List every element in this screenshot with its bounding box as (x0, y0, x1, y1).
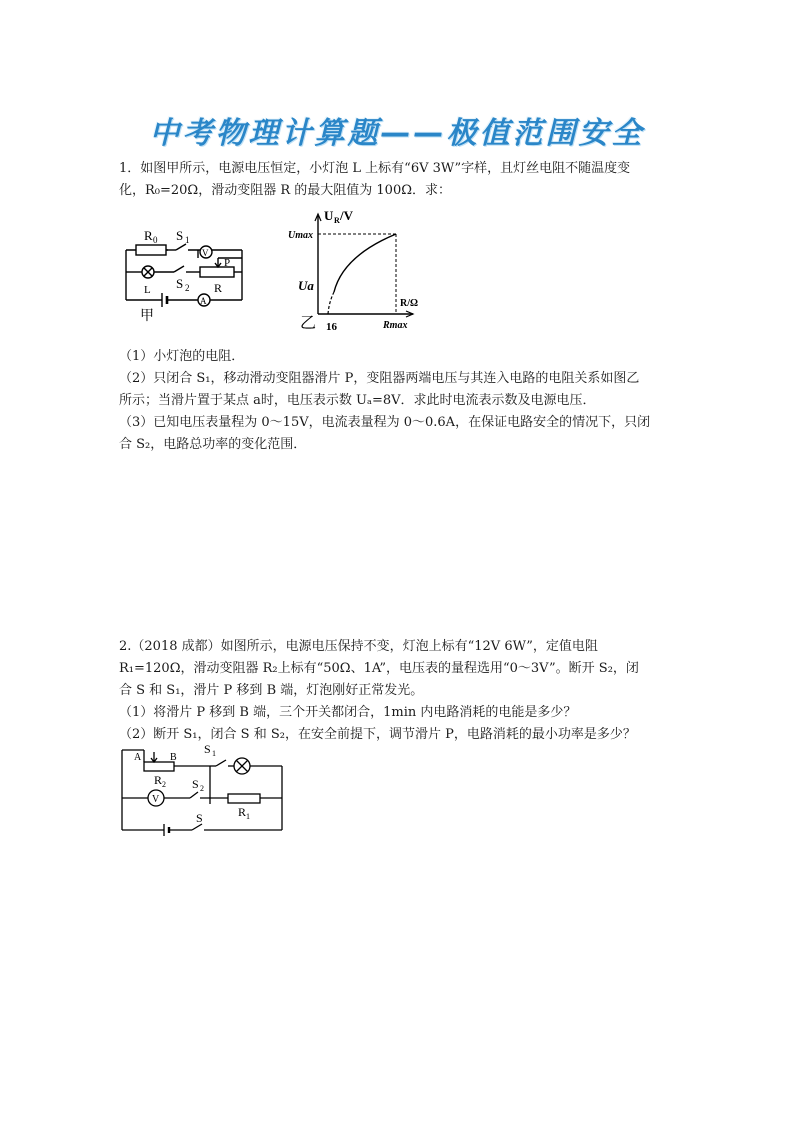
label-s: S (196, 811, 203, 825)
voltmeter-label: V (202, 248, 209, 258)
question-1-stem (119, 158, 679, 202)
text-line: 合 S₂，电路总功率的变化范围． (119, 437, 307, 452)
circuit-diagram-q2 (116, 742, 288, 838)
text-line: （1）将滑片 P 移到 B 端，三个开关都闭合，1min 内电路消耗的电能是多少？ (119, 705, 577, 720)
question-2-stem (119, 636, 679, 746)
y-axis-label: U (324, 208, 334, 223)
tick-umax: Umax (288, 230, 313, 241)
label-s1-sub: 1 (212, 749, 216, 758)
label-p: P (224, 257, 231, 269)
label-r: R (214, 281, 223, 295)
text-line: （1）小灯泡的电阻． (119, 349, 245, 364)
label-s2: S (176, 276, 184, 291)
label-l: L (144, 284, 151, 296)
label-s1: S (176, 228, 184, 243)
label-r1: R (238, 805, 247, 819)
text-line: （2）只闭合 S₁，移动滑动变阻器滑片 P，变阻器两端电压与其连入电路的电阻关系如图乙 (119, 371, 640, 386)
label-s2-sub: 2 (185, 283, 190, 293)
label-s2-sub: 2 (200, 784, 204, 793)
text-line: 化，R₀=20Ω，滑动变阻器 R 的最大阻值为 100Ω．求： (119, 183, 451, 198)
label-s1-sub: 1 (185, 235, 190, 245)
tick-rmax: Rmax (383, 320, 408, 331)
text-line: 合 S 和 S₁，滑片 P 移到 B 端，灯泡刚好正常发光。 (119, 683, 424, 698)
ammeter-label: A (200, 296, 207, 306)
label-s1: S (204, 742, 211, 756)
text-line: （3）已知电压表量程为 0～15V，电流表量程为 0～0.6A，在保证电路安全的情况下，只闭 (119, 415, 651, 430)
y-axis-label-sub: R (334, 216, 340, 225)
text-line: R₁=120Ω，滑动变阻器 R₂上标有“50Ω、1A”，电压表的量程选用“0～3V”。断开 S₂，闭 (119, 661, 639, 676)
label-r0-sub: 0 (153, 235, 158, 245)
label-r2: R (154, 773, 163, 787)
x-axis-label: R/Ω (400, 298, 419, 309)
label-s2: S (192, 777, 199, 791)
label-r2-sub: 2 (162, 780, 166, 789)
label-a: A (134, 752, 142, 763)
question-1-subquestions (119, 346, 679, 456)
figure-caption-jia: 甲 (140, 309, 154, 324)
label-r0: R (144, 228, 153, 243)
y-axis-unit: /V (340, 208, 353, 223)
text-line: （2）断开 S₁，闭合 S 和 S₂，在安全前提下，调节滑片 P，电路消耗的最小功率是多少？ (119, 727, 636, 742)
page-title: 中考物理计算题——极值范围安全 (149, 116, 645, 151)
tick-ua: Ua (298, 278, 314, 293)
circuit-diagram-jia (118, 222, 258, 324)
voltmeter-label: V (152, 794, 160, 805)
graph-yi (288, 206, 448, 334)
figure-caption-yi: 乙 (300, 315, 317, 332)
label-r1-sub: 1 (246, 812, 250, 821)
tick-16: 16 (326, 321, 337, 333)
text-line: 1．如图甲所示，电源电压恒定，小灯泡 L 上标有“6V 3W”字样，且灯丝电阻不随温度变 (119, 161, 631, 176)
label-b: B (170, 752, 177, 763)
text-line: 所示；当滑片置于某点 a时，电压表示数 Uₐ=8V．求此时电流表示数及电源电压． (119, 393, 596, 408)
text-line: 2.（2018 成都）如图所示，电源电压保持不变，灯泡上标有“12V 6W”，定值电阻 (119, 639, 598, 654)
